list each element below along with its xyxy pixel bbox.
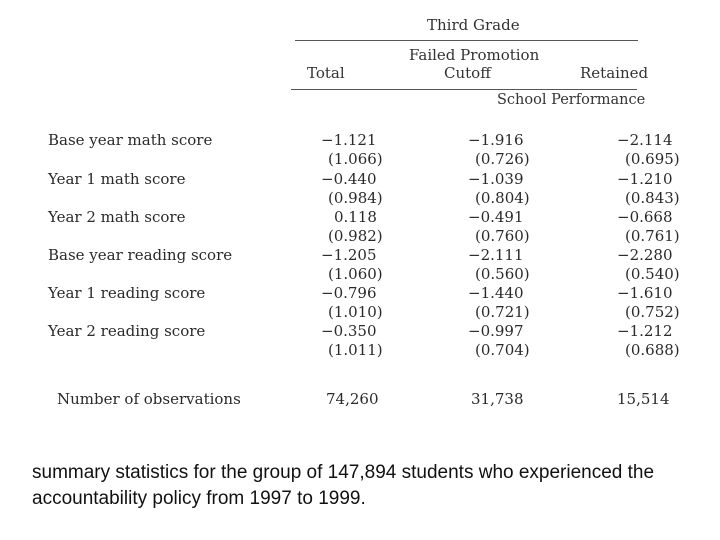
column-header-total: Total — [307, 64, 345, 82]
caption-text: summary statistics for the group of 147,894 students who experienced the accountability policy from 1997 to 1999. — [32, 462, 655, 509]
value-total: −0.440 — [321, 170, 377, 188]
se-retained: (0.540) — [625, 265, 680, 283]
row-label: Year 2 math score — [48, 208, 186, 226]
column-header-retained: Retained — [580, 64, 649, 82]
se-retained: (0.752) — [625, 303, 680, 321]
value-total: 0.118 — [334, 208, 377, 226]
row-label: Year 1 reading score — [48, 284, 206, 302]
value-retained: −0.668 — [617, 208, 673, 226]
value-cutoff: −0.997 — [468, 322, 524, 340]
row-label: Year 2 reading score — [48, 322, 206, 340]
value-cutoff: −2.111 — [468, 246, 524, 264]
observations-retained: 15,514 — [617, 390, 670, 408]
observations-cutoff: 31,738 — [471, 390, 524, 408]
se-cutoff: (0.804) — [475, 189, 530, 207]
row-label: Base year math score — [48, 131, 213, 149]
se-retained: (0.695) — [625, 150, 680, 168]
se-cutoff: (0.760) — [475, 227, 530, 245]
se-retained: (0.843) — [625, 189, 680, 207]
se-cutoff: (0.560) — [475, 265, 530, 283]
value-total: −0.350 — [321, 322, 377, 340]
value-total: −1.121 — [321, 131, 377, 149]
column-header-cutoff: Cutoff — [444, 64, 491, 82]
observations-label: Number of observations — [57, 390, 241, 408]
se-cutoff: (0.721) — [475, 303, 530, 321]
header-rule-bottom — [291, 89, 637, 90]
value-cutoff: −1.916 — [468, 131, 524, 149]
se-total: (1.011) — [328, 341, 383, 359]
value-total: −0.796 — [321, 284, 377, 302]
se-retained: (0.761) — [625, 227, 680, 245]
se-total: (1.060) — [328, 265, 383, 283]
se-total: (1.066) — [328, 150, 383, 168]
se-retained: (0.688) — [625, 341, 680, 359]
se-total: (0.982) — [328, 227, 383, 245]
value-retained: −2.280 — [617, 246, 673, 264]
panel-label: School Performance — [497, 92, 646, 108]
row-label: Base year reading score — [48, 246, 233, 264]
se-cutoff: (0.726) — [475, 150, 530, 168]
row-label: Year 1 math score — [48, 170, 186, 188]
value-cutoff: −1.039 — [468, 170, 524, 188]
se-cutoff: (0.704) — [475, 341, 530, 359]
value-total: −1.205 — [321, 246, 377, 264]
se-total: (0.984) — [328, 189, 383, 207]
value-retained: −1.210 — [617, 170, 673, 188]
value-retained: −1.212 — [617, 322, 673, 340]
value-cutoff: −0.491 — [468, 208, 524, 226]
se-total: (1.010) — [328, 303, 383, 321]
value-retained: −1.610 — [617, 284, 673, 302]
observations-total: 74,260 — [326, 390, 379, 408]
column-subheader-failed-promotion: Failed Promotion — [409, 46, 540, 64]
header-rule-top — [295, 40, 638, 41]
value-retained: −2.114 — [617, 131, 673, 149]
value-cutoff: −1.440 — [468, 284, 524, 302]
group-header: Third Grade — [427, 16, 520, 34]
